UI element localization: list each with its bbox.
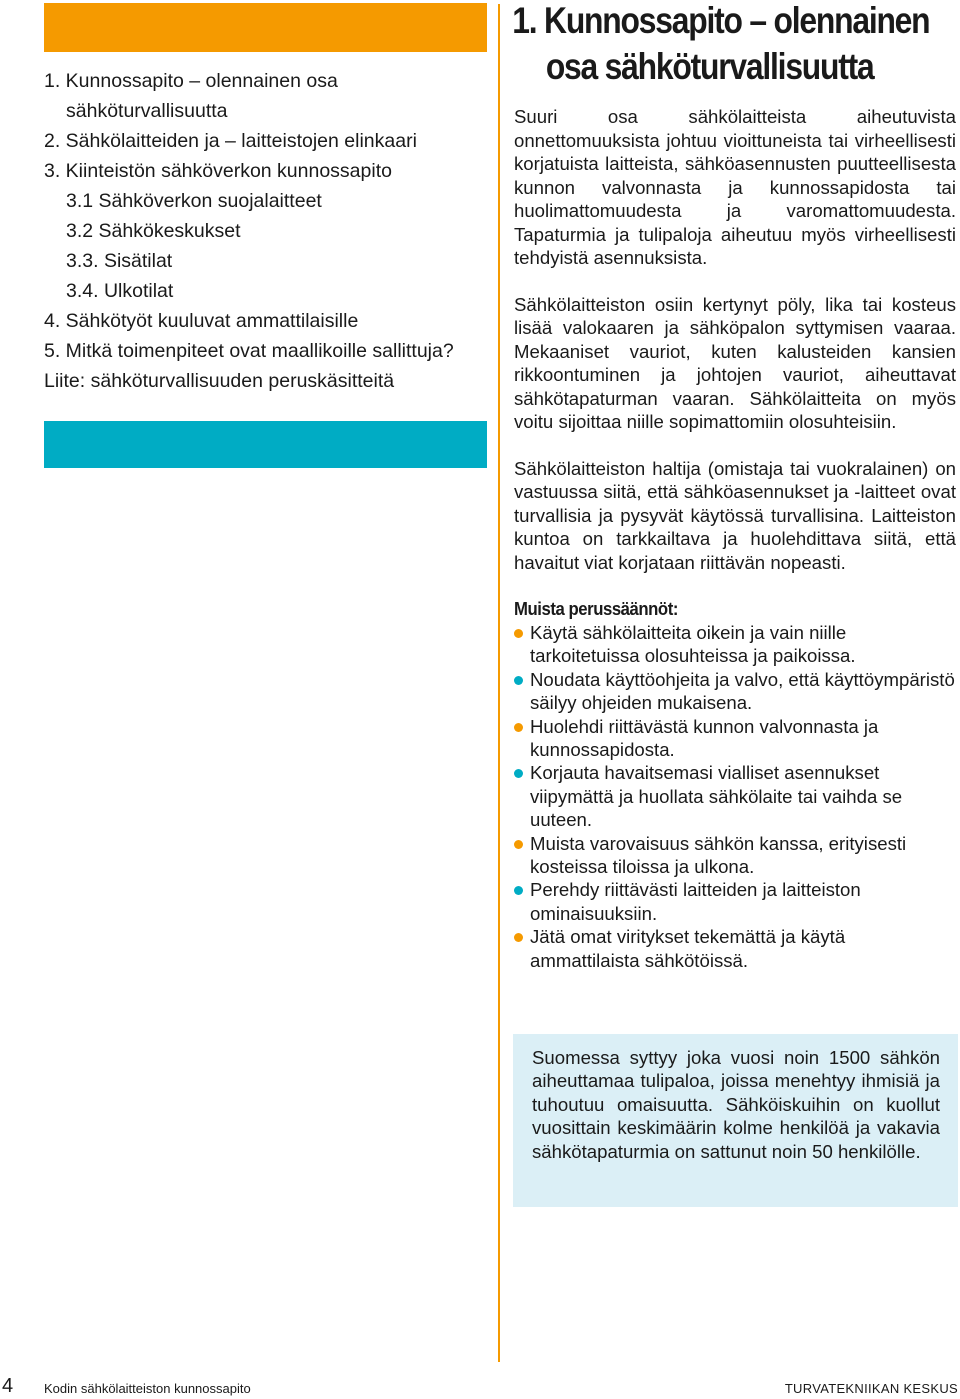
rule-item	[514, 925, 956, 972]
toc-item[interactable]: 1. Kunnossapito – olennainen osa	[44, 70, 338, 92]
rule-item	[514, 668, 956, 715]
table-of-contents	[44, 66, 494, 396]
rule-text: Muista varovaisuus sähkön kanssa, erityisesti kosteissa tiloissa ja ulkona.	[530, 832, 907, 878]
bullet-dot-icon	[514, 840, 523, 849]
rule-item	[514, 832, 956, 879]
bullet-dot-icon	[514, 769, 523, 778]
rule-text: Korjauta havaitsemasi vialliset asennukset viipymättä ja huollata sähkölaite tai vaihda se uuteen.	[530, 762, 903, 831]
bullet-dot-icon	[514, 723, 523, 732]
toc-item[interactable]: 3. Kiinteistön sähköverkon kunnossapito	[44, 160, 392, 182]
rule-text: Jätä omat viritykset tekemättä ja käytä ammattilaista sähkötöissä.	[530, 926, 846, 971]
rule-item	[514, 878, 956, 925]
rule-item	[514, 761, 956, 831]
rule-text: Huolehdi riittävästä kunnon valvonnasta ja kunnossapidosta.	[530, 715, 879, 761]
rules-list	[514, 621, 956, 972]
bullet-dot-icon	[514, 676, 523, 685]
paragraph: Sähkölaitteiston haltija (omistaja tai vuokralainen) on vastuussa siitä, että sähköasennukset ja -laitteet ovat turvallisia ja pysyvät käytössä turvallisina. Laitteiston kuntoa on tarkkailtava ja huolehdittava siitä, että havaitut viat korjataan riittävän nopeasti.	[514, 457, 956, 573]
toc-subitem[interactable]: 3.3. Sisätilat	[66, 250, 173, 272]
rule-text: Perehdy riittävästi laitteiden ja laitteiston ominaisuuksiin.	[530, 879, 861, 924]
rules-heading: Muista perussäännöt:	[514, 598, 678, 619]
teal-footer-bar	[44, 421, 487, 468]
toc-subitem[interactable]: 3.1 Sähköverkon suojalaitteet	[66, 190, 322, 212]
paragraph: Sähkölaitteiston osiin kertynyt pöly, lika tai kosteus lisää valokaaren ja sähköpalon syttymisen vaaraa. Mekaaniset vauriot, kuten kalusteiden kansien rikkoontuminen ja johtojen vauriot, aiheuttavat sähkötapaturman vaaran. Sähkölaitteita on myös voitu sijoittaa niille sopimattomiin olosuhteisiin.	[514, 293, 956, 432]
toc-item[interactable]: 4. Sähkötyöt kuuluvat ammattilaisille	[44, 310, 359, 332]
toc-item[interactable]: 2. Sähkölaitteiden ja – laitteistojen elinkaari	[44, 130, 417, 152]
article	[514, 0, 956, 972]
paragraph: Suuri osa sähkölaitteista aiheutuvista onnettomuuksista johtuu vioittuneista tai virheellisesti korjatuista laitteista, sähköasennusten puutteellisesta kunnon valvonnasta ja kunnossapidosta tai huolimattomuudesta ja varomattomuudesta. Tapaturmia ja tulipaloja aiheutuu myös virheellisesti tehdyistä asennuksista.	[514, 106, 956, 268]
toc-subitem[interactable]: 3.4. Ulkotilat	[66, 280, 174, 302]
rule-item	[514, 621, 956, 668]
toc-subitem[interactable]: 3.2 Sähkökeskukset	[66, 220, 241, 242]
footer-publisher: TURVATEKNIIKAN KESKUS	[784, 1381, 958, 1396]
bullet-dot-icon	[514, 629, 523, 638]
column-divider	[498, 4, 500, 1362]
info-box-text: Suomessa syttyy joka vuosi noin 1500 sähkön aiheuttamaa tulipaloa, joissa menehtyy ihmisiä ja tuhoutuu omaisuutta. Sähköiskuihin on kuollut vuosittain keskimäärin kolme henkilöä ja vakavia sähkötapaturmia on sattunut noin 50 henkilölle.	[532, 1047, 940, 1162]
article-title-line-1: 1. Kunnossapito – olennainen	[512, 0, 930, 41]
rule-item	[514, 715, 956, 762]
page-number: 4	[2, 1375, 14, 1397]
footer-doc-title: Kodin sähkölaitteiston kunnossapito	[44, 1381, 251, 1396]
bullet-dot-icon	[514, 933, 523, 942]
toc-item-continuation[interactable]: sähköturvallisuutta	[66, 100, 228, 122]
orange-header-bar	[44, 3, 487, 52]
article-title	[514, 0, 957, 90]
toc-item[interactable]: Liite: sähköturvallisuuden peruskäsitteitä	[44, 370, 395, 392]
bullet-dot-icon	[514, 886, 523, 895]
article-title-line-2: osa sähköturvallisuutta	[545, 46, 874, 87]
rule-text: Käytä sähkölaitteita oikein ja vain niille tarkoitetuissa olosuhteissa ja paikoissa.	[530, 622, 856, 667]
toc-item[interactable]: 5. Mitkä toimenpiteet ovat maallikoille sallittuja?	[44, 340, 454, 362]
rule-text: Noudata käyttöohjeita ja valvo, että käyttöympäristö säilyy ohjeiden mukaisena.	[530, 668, 955, 714]
info-box	[513, 1034, 958, 1207]
